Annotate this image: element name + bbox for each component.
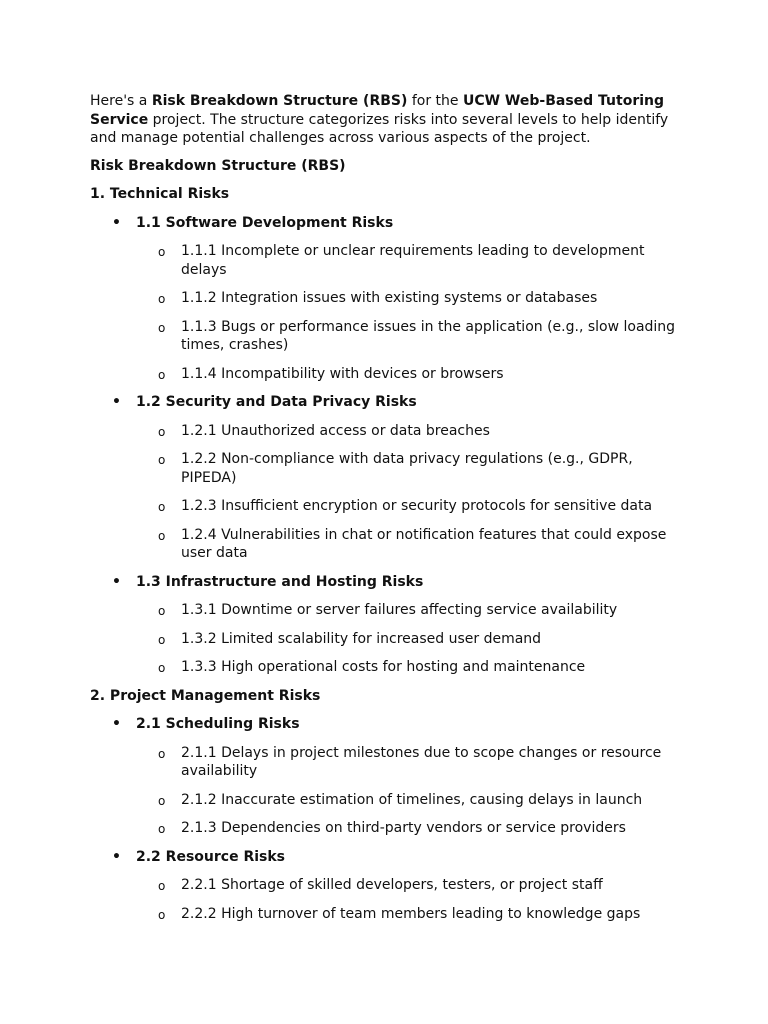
circle-bullet-icon: o xyxy=(158,746,166,761)
risk-item xyxy=(90,318,681,355)
risk-item xyxy=(90,791,681,810)
risk-item-text: 1.2.2 Non-compliance with data privacy regulations (e.g., GDPR, PIPEDA) xyxy=(181,451,633,486)
bullet-icon: • xyxy=(112,573,121,590)
category-title: 1.2 Security and Data Privacy Risks xyxy=(136,394,417,410)
risk-item xyxy=(90,450,681,487)
risk-section xyxy=(90,185,680,677)
risk-item xyxy=(90,819,681,838)
risk-item xyxy=(90,422,681,441)
circle-bullet-icon: o xyxy=(158,453,166,467)
circle-bullet-icon: o xyxy=(158,632,166,647)
intro-text-3: project. The structure categorizes risks into several levels to help identify and manage potential challenges across various aspects of the project. xyxy=(90,111,669,146)
document-body xyxy=(90,92,680,933)
risk-item-text: 1.2.1 Unauthorized access or data breaches xyxy=(181,422,490,439)
risk-item-text: 1.1.1 Incomplete or unclear requirements leading to development delays xyxy=(181,243,645,278)
risk-category xyxy=(90,573,680,592)
risk-item-text: 1.3.3 High operational costs for hosting and maintenance xyxy=(181,659,586,675)
bullet-icon: • xyxy=(112,394,121,410)
category-title: 1.1 Software Development Risks xyxy=(136,214,394,231)
category-title: 2.2 Resource Risks xyxy=(136,848,285,865)
risk-item-text: 2.1.2 Inaccurate estimation of timelines, causing delays in launch xyxy=(181,791,643,808)
intro-paragraph xyxy=(90,92,680,148)
circle-bullet-icon: o xyxy=(158,907,166,922)
risk-item-text: 1.3.2 Limited scalability for increased user demand xyxy=(181,630,542,647)
intro-text-1: Here's a xyxy=(90,93,152,109)
rbs-sections xyxy=(90,185,680,923)
rbs-heading: Risk Breakdown Structure (RBS) xyxy=(90,157,346,174)
risk-item-text: 2.1.3 Dependencies on third-party vendors or service providers xyxy=(181,820,626,836)
risk-item xyxy=(90,526,681,563)
risk-item xyxy=(90,601,681,620)
risk-item xyxy=(90,744,681,781)
risk-item-text: 2.2.2 High turnover of team members leading to knowledge gaps xyxy=(181,905,641,922)
circle-bullet-icon: o xyxy=(158,793,166,808)
category-title: 2.1 Scheduling Risks xyxy=(136,716,300,732)
risk-item-text: 1.3.1 Downtime or server failures affecting service availability xyxy=(181,602,618,618)
bullet-icon: • xyxy=(112,214,121,231)
risk-item xyxy=(90,289,681,308)
intro-bold-rbs: Risk Breakdown Structure (RBS) xyxy=(151,93,408,109)
intro-bold-project: UCW Web-Based Tutoring Service xyxy=(90,93,665,128)
category-title: 1.3 Infrastructure and Hosting Risks xyxy=(136,573,424,590)
risk-item xyxy=(90,876,681,895)
circle-bullet-icon: o xyxy=(158,292,166,306)
risk-item-text: 2.2.1 Shortage of skilled developers, testers, or project staff xyxy=(181,877,603,893)
circle-bullet-icon: o xyxy=(158,604,166,618)
risk-item xyxy=(90,658,681,677)
risk-item-text: 1.2.3 Insufficient encryption or security protocols for sensitive data xyxy=(181,498,653,514)
risk-item-text: 1.1.3 Bugs or performance issues in the application (e.g., slow loading times, crashes) xyxy=(181,318,676,353)
circle-bullet-icon: o xyxy=(158,528,166,543)
circle-bullet-icon: o xyxy=(158,424,166,439)
risk-item-text: 1.1.4 Incompatibility with devices or browsers xyxy=(181,365,504,382)
risk-item xyxy=(90,497,681,516)
bullet-icon: • xyxy=(112,848,121,865)
risk-item xyxy=(90,630,681,649)
circle-bullet-icon: o xyxy=(158,822,166,836)
circle-bullet-icon: o xyxy=(158,320,166,335)
circle-bullet-icon: o xyxy=(158,661,166,675)
risk-item xyxy=(90,242,681,279)
risk-item-text: 1.2.4 Vulnerabilities in chat or notification features that could expose user data xyxy=(181,526,667,561)
risk-category xyxy=(90,393,680,412)
intro-text-2: for the xyxy=(407,93,463,109)
risk-category xyxy=(90,715,680,734)
section-title: 2. Project Management Risks xyxy=(90,687,321,704)
risk-category xyxy=(90,848,680,867)
circle-bullet-icon: o xyxy=(158,367,166,382)
section-title: 1. Technical Risks xyxy=(90,186,230,202)
risk-item-text: 2.1.1 Delays in project milestones due to scope changes or resource availability xyxy=(181,744,662,779)
risk-item xyxy=(90,365,681,384)
risk-section xyxy=(90,687,680,924)
risk-item xyxy=(90,905,681,924)
circle-bullet-icon: o xyxy=(158,500,166,514)
circle-bullet-icon: o xyxy=(158,879,166,893)
bullet-icon: • xyxy=(112,716,121,732)
risk-category xyxy=(90,214,680,233)
risk-item-text: 1.1.2 Integration issues with existing systems or databases xyxy=(181,290,598,306)
circle-bullet-icon: o xyxy=(158,245,166,259)
